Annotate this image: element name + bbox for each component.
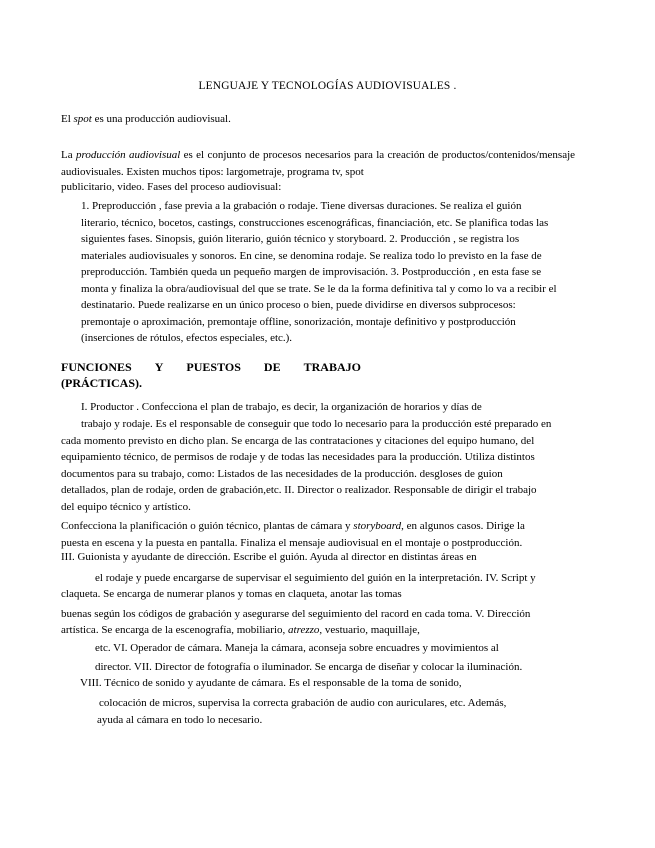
productor-line-6: del equipo técnico y artístico.	[61, 501, 191, 513]
operador-line: etc. VI. Operador de cámara. Maneja la cámara, aconseja sobre encuadres y movimientos al	[95, 642, 499, 654]
productor-line-5: detallados, plan de rodaje, orden de grabación,etc. II. Director o realizador. Responsable de dirigir el trabajo	[61, 484, 537, 496]
heading-word: DE	[263, 360, 281, 374]
spot-line	[61, 112, 231, 126]
sonido-line: VIII. Técnico de sonido y ayudante de cámara. Es el responsable de la toma de sonido,	[80, 677, 462, 689]
phases-line-6: monta y finaliza la obra/audiovisual del que se trate. Se le da la forma definitiva tal y como lo va a recibir el	[81, 282, 557, 295]
heading-word: TRABAJO	[303, 360, 361, 374]
productor-line-4: documentos para su trabajo, como: Listados de las necesidades de la producción. desgloses de guion	[61, 467, 503, 480]
fotografia-line: director. VII. Director de fotografía o iluminador. Se encarga de diseñar y colocar la iluminación.	[95, 661, 523, 673]
phases-line-2: literario, técnico, bocetos, castings, construcciones escenográficas, financiación, etc. Se planifica todas las	[81, 216, 549, 229]
guionista-line: III. Guionista y ayudante de dirección. Escribe el guión. Ayuda al director en distintas áreas en	[61, 551, 477, 563]
productor-line-3: equipamiento técnico, de permisos de rodaje y de todas las necesidades para la producción. Utiliza distintos	[61, 451, 535, 463]
phases-line-5: preproducción. También queda un pequeño margen de improvisación. 3. Postproducción , en esta fase se	[81, 266, 542, 278]
spot-term: spot	[73, 113, 92, 125]
phases-line-3: siguientes fases. Sinopsis, guión literario, guión técnico y storyboard. 2. Producción , se registra los	[81, 233, 520, 245]
phases-line-8: premontaje o aproximación, premontaje offline, sonorización, montaje definitivo y postproducción	[81, 315, 516, 328]
production-term: producción audiovisual	[75, 149, 181, 161]
page-title: LENGUAJE Y TECNOLOGÍAS AUDIOVISUALES .	[198, 80, 457, 92]
rodaje-line: el rodaje y puede encargarse de supervisar el seguimiento del guión en la interpretación. IV. Script y	[95, 572, 536, 584]
director-paragraph	[61, 518, 593, 535]
productor-line-2: cada momento previsto en dicho plan. Se encarga de las contrataciones y citaciones del equipo humano, del	[61, 434, 535, 447]
heading-word: Y	[154, 360, 164, 374]
phases-line-7: destinatario. Puede realizarse en un único proceso o bien, puede dividirse en diversos subprocesos:	[81, 299, 516, 311]
production-paragraph	[61, 147, 575, 180]
director-text: Confecciona la planificación o guión técnico, plantas de cámara y	[61, 520, 354, 532]
director-text-end: , en algunos casos. Dirige la	[401, 520, 525, 532]
director-line-2: puesta en escena y la puesta en pantalla. Finaliza el mensaje audiovisual en el montaje o postproducción.	[61, 537, 523, 549]
buenas-line: buenas según los códigos de grabación y asegurarse del seguimiento del racord en cada toma. V. Dirección	[61, 608, 531, 620]
heading-line-2: (PRÁCTICAS).	[61, 376, 142, 390]
production-text: La	[61, 149, 76, 161]
productor-first-line: I. Productor . Confecciona el plan de trabajo, es decir, la organización de horarios y días de	[81, 401, 482, 413]
production-paragraph-last-line: publicitario, video. Fases del proceso audiovisual:	[61, 181, 282, 193]
phases-line-1: 1. Preproducción , fase previa a la grabación o rodaje. Tiene diversas duraciones. Se realiza el guión	[81, 200, 522, 212]
phases-line-9: (inserciones de rótulos, efectos especiales, etc.).	[81, 332, 293, 344]
heading-word: PUESTOS	[186, 360, 241, 374]
microfonos-line: colocación de micros, supervisa la correcta grabación de audio con auriculares, etc. Además,	[99, 697, 507, 709]
phases-line-4: materiales audiovisuales y sonoros. En cine, se denomina rodaje. Se realiza todo lo previsto en la fase de	[81, 249, 542, 262]
heading-word: FUNCIONES	[61, 360, 132, 374]
ayuda-line: ayuda al cámara en todo lo necesario.	[97, 714, 263, 726]
artistica-line	[61, 623, 420, 637]
artistica-text-end: , vestuario, maquillaje,	[319, 624, 420, 636]
spot-line-text: El	[61, 113, 74, 125]
productor-line-1: trabajo y rodaje. Es el responsable de conseguir que todo lo necesario para la producción esté preparado en	[81, 418, 552, 430]
atrezzo-term: atrezzo	[288, 624, 320, 636]
claqueta-line: claqueta. Se encarga de numerar planos y tomas en claqueta, anotar las tomas	[61, 588, 402, 600]
production-text-end: es el conjunto de procesos necesarios para la creación de productos/contenidos/mensaje audiovisuales. Existen muchos tipos: largometraje, programa tv, spot	[61, 149, 576, 178]
artistica-text: artística. Se encarga de la escenografía, mobiliario,	[61, 624, 289, 636]
section-heading	[61, 359, 361, 391]
spot-line-text-end: es una producción audiovisual.	[91, 113, 231, 125]
storyboard-term: storyboard	[353, 520, 402, 532]
